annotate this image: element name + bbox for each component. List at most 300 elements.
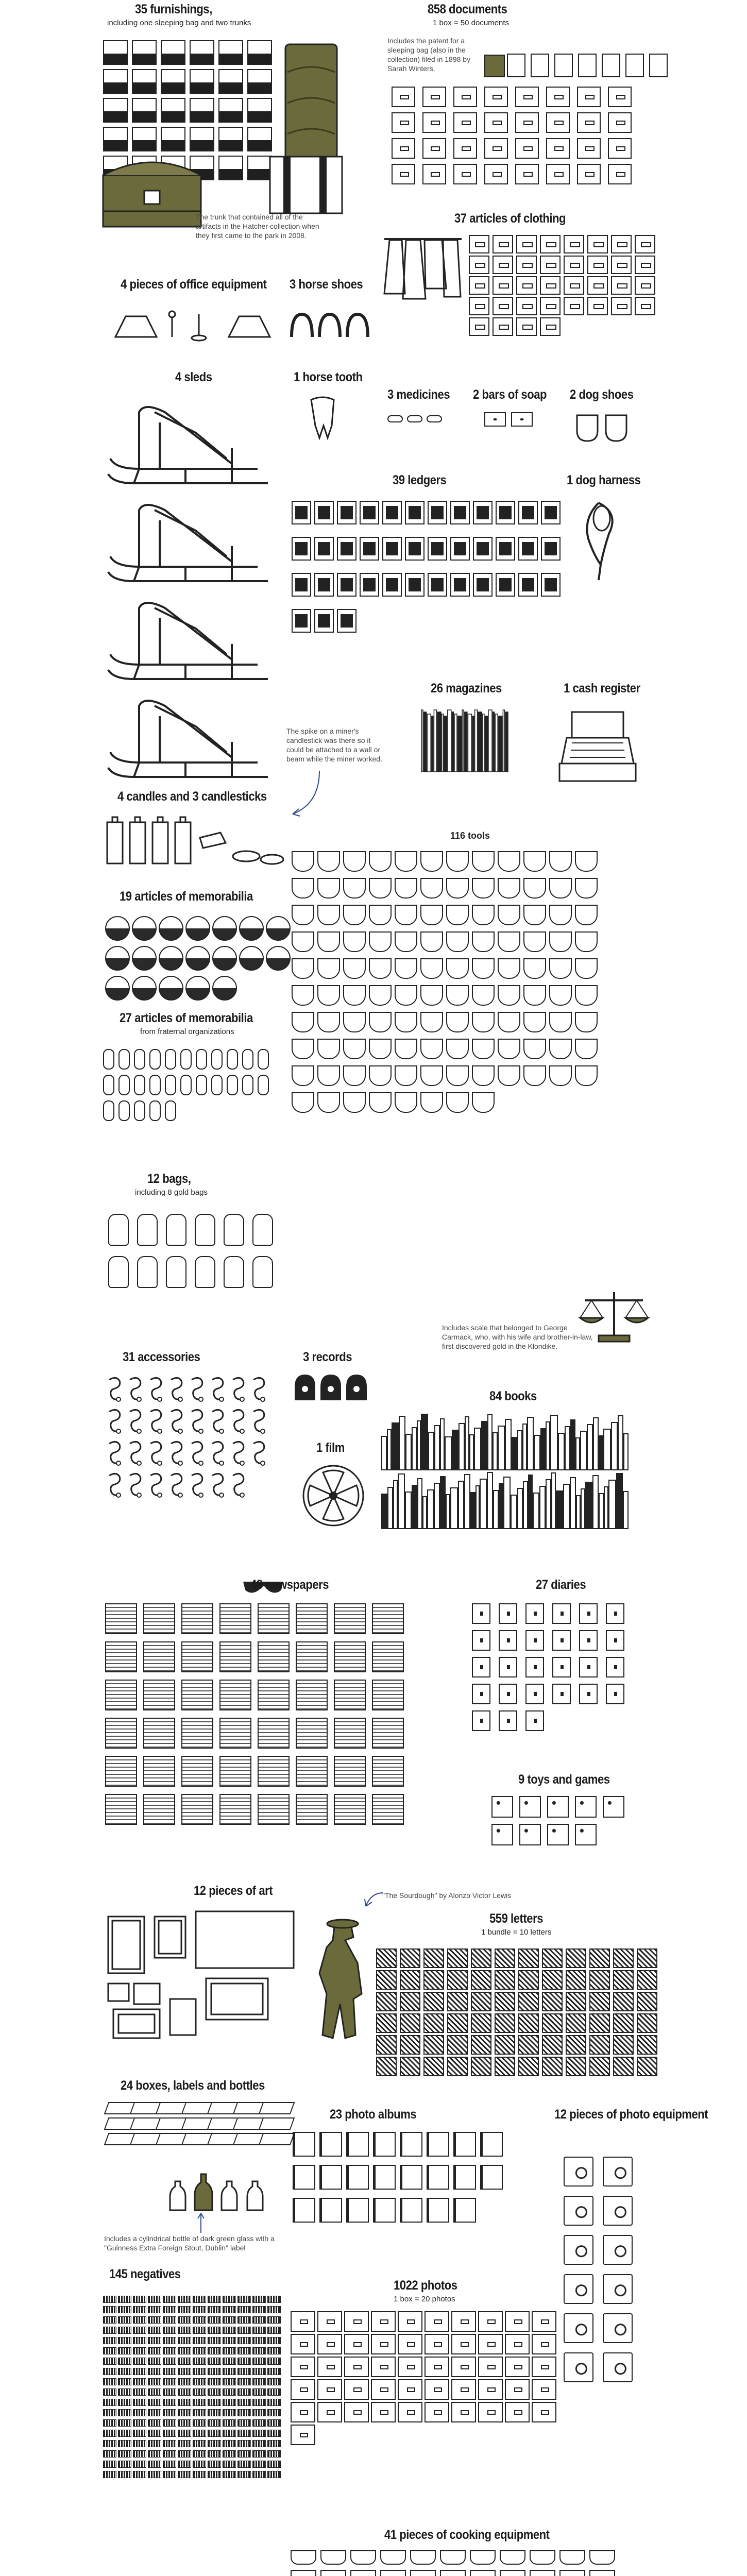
accessory-icon <box>127 1408 144 1434</box>
negative-icon <box>267 2399 281 2406</box>
negative-icon <box>163 2378 176 2385</box>
negative-icon <box>208 2409 221 2416</box>
diary-icon <box>525 1710 544 1731</box>
photo-album-icon <box>373 2165 396 2190</box>
documents-label: 858 documents <box>428 2 507 16</box>
box-label-icon <box>259 2133 295 2145</box>
tool-icon <box>395 1012 417 1032</box>
newspaper-icon <box>296 1680 328 1710</box>
tool-icon <box>575 985 598 1006</box>
tool-icon <box>292 878 314 899</box>
newspaper-icon <box>143 1794 175 1825</box>
negative-icon <box>208 2399 221 2406</box>
albums-label: 23 photo albums <box>330 2107 417 2122</box>
scale-note: Includes scale that belonged to George Carmack, who, with his wife and brother-in-law, first discovered gold in the Klondike. <box>442 1324 593 1350</box>
newspaper-icon <box>181 1718 213 1749</box>
negative-icon <box>103 2358 116 2365</box>
photo-box-icon <box>398 2357 422 2377</box>
dog-harness-icon <box>578 498 624 585</box>
tool-icon <box>420 1065 443 1086</box>
cooking-equipment-icon <box>291 2570 316 2576</box>
newspaper-icon <box>219 1603 251 1634</box>
memorabilia-icon <box>132 946 157 971</box>
negative-icon <box>163 2419 176 2427</box>
clothing-icon <box>564 235 584 253</box>
negative-icon <box>252 2450 266 2458</box>
office-label: 4 pieces of office equipment <box>121 277 267 292</box>
book-icon <box>546 1479 551 1529</box>
letter-bundle-icon <box>495 1970 515 1990</box>
negative-icon <box>178 2337 191 2344</box>
negative-icon <box>118 2368 131 2375</box>
clothing-icon <box>587 276 608 295</box>
photo-equipment-icon <box>603 2157 633 2187</box>
books-shelf-bottom <box>381 1472 629 1529</box>
letter-bundle-icon <box>400 1992 420 2011</box>
negative-icon <box>267 2388 281 2396</box>
tool-icon <box>523 1065 546 1086</box>
letter-bundle-icon <box>613 2057 634 2076</box>
letter-bundle-icon <box>613 1970 634 1990</box>
tool-icon <box>395 851 417 872</box>
accessory-icon <box>250 1408 268 1434</box>
tool-icon <box>446 1092 469 1113</box>
photo-album-icon <box>427 2132 449 2157</box>
cooking-equipment-icon <box>320 2550 346 2565</box>
tool-icon <box>343 1092 366 1113</box>
tool-icon <box>369 1012 392 1032</box>
art-frames-icons <box>103 1906 299 2040</box>
sled-icon <box>103 690 273 788</box>
negative-icon <box>267 2409 281 2416</box>
book-icon <box>522 1423 527 1470</box>
letter-bundle-icon <box>423 1970 444 1990</box>
negative-icon <box>193 2296 206 2303</box>
bag-icon <box>166 1214 186 1246</box>
newspaper-icon <box>143 1756 175 1787</box>
clothing-icon <box>469 235 489 253</box>
book-icon <box>599 1435 603 1470</box>
furnishing-icon <box>190 69 214 94</box>
clothing-icon <box>635 276 655 295</box>
negative-icon <box>237 2347 251 2354</box>
ledger-icon <box>518 573 538 597</box>
tool-icon <box>472 1039 495 1059</box>
ledger-icon <box>337 501 356 524</box>
tool-icon <box>317 851 340 872</box>
letter-bundle-icon <box>589 2035 610 2055</box>
toy-icon <box>575 1796 597 1818</box>
letter-bundle-icon <box>376 1948 397 1968</box>
bag-icon <box>224 1256 244 1288</box>
photo-box-icon <box>371 2311 396 2332</box>
letter-bundle-icon <box>495 1948 515 1968</box>
negative-icon <box>252 2471 266 2478</box>
ledgers-grid <box>292 501 564 645</box>
negative-icon <box>223 2316 236 2324</box>
negative-icon <box>223 2368 236 2375</box>
tool-icon <box>575 1039 598 1059</box>
negative-icon <box>148 2337 161 2344</box>
negative-icon <box>178 2409 191 2416</box>
negative-icon <box>133 2327 146 2334</box>
ledger-icon <box>314 537 334 561</box>
soap-icon <box>484 412 506 427</box>
tool-icon <box>343 958 366 979</box>
book-icon <box>465 1416 470 1470</box>
negative-icon <box>223 2409 236 2416</box>
document-box-icon <box>484 138 508 159</box>
cooking-equipment-icon <box>410 2570 436 2576</box>
tool-icon <box>498 1039 520 1059</box>
document-box-icon <box>422 164 446 184</box>
bags-label: 12 bags, <box>147 1172 191 1186</box>
bottle-note: Includes a cylindrical bottle of dark green glass with a "Guinness Extra Foreign Stout, Dublin" label <box>104 2234 275 2252</box>
tool-icon <box>317 931 340 952</box>
negative-icon <box>163 2358 176 2365</box>
tool-icon <box>472 1065 495 1086</box>
book-icon <box>440 1476 446 1529</box>
toy-icon <box>547 1824 569 1845</box>
photo-box-icon <box>532 2357 556 2377</box>
furnishing-icon <box>247 40 272 65</box>
ledger-icon <box>292 573 311 597</box>
newspaper-icon <box>143 1641 175 1672</box>
photo-box-icon <box>344 2379 369 2400</box>
document-box-icon <box>608 112 632 133</box>
negative-icon <box>118 2471 131 2478</box>
negative-icon <box>208 2461 221 2468</box>
furnishing-icon <box>247 98 272 123</box>
negative-icon <box>133 2388 146 2396</box>
toy-icon <box>491 1796 513 1818</box>
photo-box-icon <box>505 2334 530 2354</box>
photo-equipment-icon <box>603 2352 633 2382</box>
newspaper-icon <box>258 1718 290 1749</box>
memorabilia-icon <box>185 916 210 941</box>
furnishing-icon <box>103 69 128 94</box>
fraternal-memorabilia-icon <box>180 1075 192 1095</box>
tool-icon <box>317 878 340 899</box>
newspaper-icon <box>143 1603 175 1634</box>
book-icon <box>604 1486 608 1529</box>
letter-bundle-icon <box>542 2057 563 2076</box>
memorabilia-icon <box>159 946 183 971</box>
negative-icon <box>148 2450 161 2458</box>
negative-icon <box>178 2419 191 2427</box>
negative-icon <box>267 2347 281 2354</box>
accessory-icon <box>230 1471 247 1498</box>
soap-icon <box>511 412 533 427</box>
negative-icon <box>193 2316 206 2324</box>
tool-icon <box>446 985 469 1006</box>
ledger-icon <box>450 537 470 561</box>
accessory-icon <box>106 1439 124 1466</box>
document-box-icon <box>608 87 632 107</box>
tool-icon <box>446 878 469 899</box>
letter-bundle-icon <box>637 1970 657 1990</box>
letter-bundle-icon <box>542 1970 563 1990</box>
cooking-grid <box>291 2550 619 2576</box>
candles-label: 4 candles and 3 candlesticks <box>117 789 267 804</box>
negative-icon <box>252 2337 266 2344</box>
negative-icon <box>118 2388 131 2396</box>
negative-icon <box>178 2430 191 2437</box>
letters-sub: 1 bundle = 10 letters <box>481 1928 552 1937</box>
bag-icon <box>108 1214 129 1246</box>
negative-icon <box>267 2461 281 2468</box>
book-icon <box>592 1475 599 1529</box>
letter-bundle-icon <box>400 1970 420 1990</box>
toy-icon <box>519 1796 541 1818</box>
negative-icon <box>223 2358 236 2365</box>
clothing-icon <box>564 276 584 295</box>
medicine-icon <box>427 415 442 422</box>
negatives-label: 145 negatives <box>109 2267 181 2281</box>
ledger-icon <box>360 501 379 524</box>
sleds-label: 4 sleds <box>175 370 212 384</box>
furnishing-icon <box>218 40 243 65</box>
book-icon <box>417 1478 422 1529</box>
negative-icon <box>178 2327 191 2334</box>
memorabilia-1-grid <box>105 916 293 1006</box>
book-icon <box>459 1423 464 1470</box>
negative-icon <box>163 2409 176 2416</box>
negative-icon <box>163 2368 176 2375</box>
tool-icon <box>317 1092 340 1113</box>
toys-grid <box>491 1796 631 1852</box>
ledger-icon <box>360 537 379 561</box>
photo-equipment-icon <box>564 2196 593 2226</box>
document-box-icon <box>484 112 508 133</box>
negative-icon <box>267 2337 281 2344</box>
diary-icon <box>552 1657 571 1677</box>
furnishing-icon <box>132 127 157 151</box>
photo-box-icon <box>532 2402 556 2422</box>
negative-icon <box>103 2337 116 2344</box>
ledger-icon <box>337 573 356 597</box>
book-icon <box>393 1480 398 1529</box>
negative-icon <box>237 2337 251 2344</box>
photo-album-icon <box>346 2165 369 2190</box>
photo-album-icon <box>427 2165 449 2190</box>
fraternal-memorabilia-icon <box>211 1049 223 1070</box>
negative-icon <box>148 2409 161 2416</box>
bag-icon <box>252 1256 273 1288</box>
tool-icon <box>292 958 314 979</box>
tool-icon <box>420 1092 443 1113</box>
dog-shoe-icons <box>572 410 634 446</box>
diary-icon <box>552 1630 571 1651</box>
tool-icon <box>575 878 598 899</box>
diary-icon <box>472 1657 490 1677</box>
film-label: 1 film <box>316 1440 345 1455</box>
books-shelf-top <box>381 1412 629 1470</box>
fraternal-memorabilia-icon <box>149 1075 161 1095</box>
cash-register-label: 1 cash register <box>564 681 640 696</box>
negative-icon <box>103 2419 116 2427</box>
negative-icon <box>237 2327 251 2334</box>
tools-label: 116 tools <box>450 831 490 841</box>
negative-icon <box>133 2471 146 2478</box>
accessory-icon <box>106 1471 124 1498</box>
negative-icon <box>193 2368 206 2375</box>
newspaper-icon <box>105 1718 137 1749</box>
cooking-equipment-icon <box>350 2570 376 2576</box>
letter-bundle-icon <box>471 2057 491 2076</box>
negative-icon <box>193 2306 206 2313</box>
tool-icon <box>549 878 572 899</box>
photo-box-icon <box>398 2402 422 2422</box>
book-icon <box>623 1491 629 1529</box>
negative-icon <box>178 2378 191 2385</box>
negative-icon <box>163 2450 176 2458</box>
book-icon <box>580 1431 587 1470</box>
book-icon <box>474 1428 481 1470</box>
cooking-equipment-icon <box>530 2550 555 2565</box>
photo-equipment-label: 12 pieces of photo equipment <box>554 2107 708 2122</box>
cooking-equipment-icon <box>470 2570 496 2576</box>
book-icon <box>399 1416 405 1470</box>
book-icon <box>534 1435 540 1470</box>
ledgers-label: 39 ledgers <box>393 473 447 487</box>
negative-icon <box>193 2450 206 2458</box>
photo-album-icon <box>453 2198 476 2223</box>
clothing-icon <box>469 297 489 315</box>
memorabilia-icon <box>105 916 130 941</box>
clothing-icon <box>493 317 513 336</box>
bottle-note-arrow-icon <box>196 2211 206 2234</box>
bag-icon <box>166 1256 186 1288</box>
negative-icon <box>252 2368 266 2375</box>
negative-icon <box>103 2399 116 2406</box>
negative-icon <box>133 2378 146 2385</box>
book-icon <box>445 1436 452 1470</box>
cooking-equipment-icon <box>470 2550 496 2565</box>
ledger-icon <box>314 573 334 597</box>
photo-box-icon <box>505 2379 530 2400</box>
diary-icon <box>472 1710 490 1731</box>
tool-icon <box>369 931 392 952</box>
negative-icon <box>148 2306 161 2313</box>
negative-icon <box>237 2440 251 2447</box>
letter-bundle-icon <box>566 1970 586 1990</box>
diary-icon <box>499 1603 517 1624</box>
photo-box-icon <box>478 2379 503 2400</box>
document-icon <box>578 54 597 77</box>
photo-equipment-icon <box>603 2196 633 2226</box>
cooking-equipment-icon <box>500 2570 525 2576</box>
tool-icon <box>343 1065 366 1086</box>
negative-icon <box>267 2378 281 2385</box>
negative-icon <box>133 2419 146 2427</box>
book-icon <box>585 1482 592 1529</box>
accessory-icon <box>189 1439 206 1466</box>
tool-icon <box>549 1039 572 1059</box>
tool-icon <box>420 931 443 952</box>
diary-icon <box>525 1684 544 1704</box>
newspaper-icon <box>219 1641 251 1672</box>
memorabilia-2-label: 27 articles of memorabilia <box>120 1011 253 1025</box>
book-icon <box>558 1433 565 1470</box>
tool-icon <box>472 931 495 952</box>
document-box-icon <box>577 112 601 133</box>
cooking-equipment-icon <box>589 2550 615 2565</box>
accessory-icon <box>209 1376 227 1402</box>
newspaper-icon <box>181 1641 213 1672</box>
furnishing-icon <box>190 127 214 151</box>
letter-bundle-icon <box>423 2035 444 2055</box>
letter-bundle-icon <box>542 2035 563 2055</box>
document-icon <box>625 54 644 77</box>
negative-icon <box>208 2388 221 2396</box>
soap-row <box>484 412 538 427</box>
tool-icon <box>420 905 443 925</box>
tool-icon <box>317 905 340 925</box>
photo-box-icon <box>398 2311 422 2332</box>
fraternal-memorabilia-icon <box>242 1049 253 1070</box>
letter-bundle-icon <box>637 2057 657 2076</box>
letter-bundle-icon <box>613 1948 634 1968</box>
ledger-icon <box>541 573 561 597</box>
photo-equipment-icon <box>564 2274 593 2304</box>
patent-document-icon <box>484 55 505 77</box>
book-icon <box>511 1495 517 1529</box>
photo-box-icon <box>478 2357 503 2377</box>
negative-icon <box>103 2471 116 2478</box>
tool-icon <box>343 1039 366 1059</box>
photo-box-icon <box>371 2379 396 2400</box>
negative-icon <box>118 2409 131 2416</box>
book-icon <box>405 1492 412 1529</box>
bag-icon <box>195 1214 215 1246</box>
clothing-icon <box>540 317 561 336</box>
document-box-icon <box>392 164 415 184</box>
clothing-icon <box>587 297 608 315</box>
photo-box-icon <box>478 2334 503 2354</box>
newspaper-icon <box>219 1718 251 1749</box>
negative-icon <box>103 2296 116 2303</box>
negative-icon <box>163 2306 176 2313</box>
newspaper-icon <box>296 1718 328 1749</box>
letter-bundle-icon <box>613 2013 634 2033</box>
newspaper-icon <box>372 1794 404 1825</box>
negative-icon <box>208 2419 221 2427</box>
negative-icon <box>163 2471 176 2478</box>
ledger-icon <box>496 501 515 524</box>
negative-icon <box>163 2461 176 2468</box>
documents-sub: 1 box = 50 documents <box>433 19 510 27</box>
negative-icon <box>133 2368 146 2375</box>
cooking-equipment-icon <box>559 2570 585 2576</box>
photo-box-icon <box>425 2311 449 2332</box>
albums-grid <box>293 2132 507 2231</box>
medicines-row <box>387 415 446 422</box>
clothing-rack-icon <box>379 232 467 304</box>
tool-icon <box>472 1012 495 1032</box>
document-box-icon <box>577 164 601 184</box>
dog-harness-label: 1 dog harness <box>567 473 641 487</box>
newspaper-icon <box>181 1794 213 1825</box>
furnishing-icon <box>103 127 128 151</box>
negative-icon <box>193 2358 206 2365</box>
photo-album-icon <box>293 2132 315 2157</box>
negative-icon <box>178 2471 191 2478</box>
magazines-label: 26 magazines <box>431 681 502 696</box>
ledger-icon <box>450 501 470 524</box>
office-equipment-icons <box>110 304 280 345</box>
medicine-icon <box>387 415 403 422</box>
